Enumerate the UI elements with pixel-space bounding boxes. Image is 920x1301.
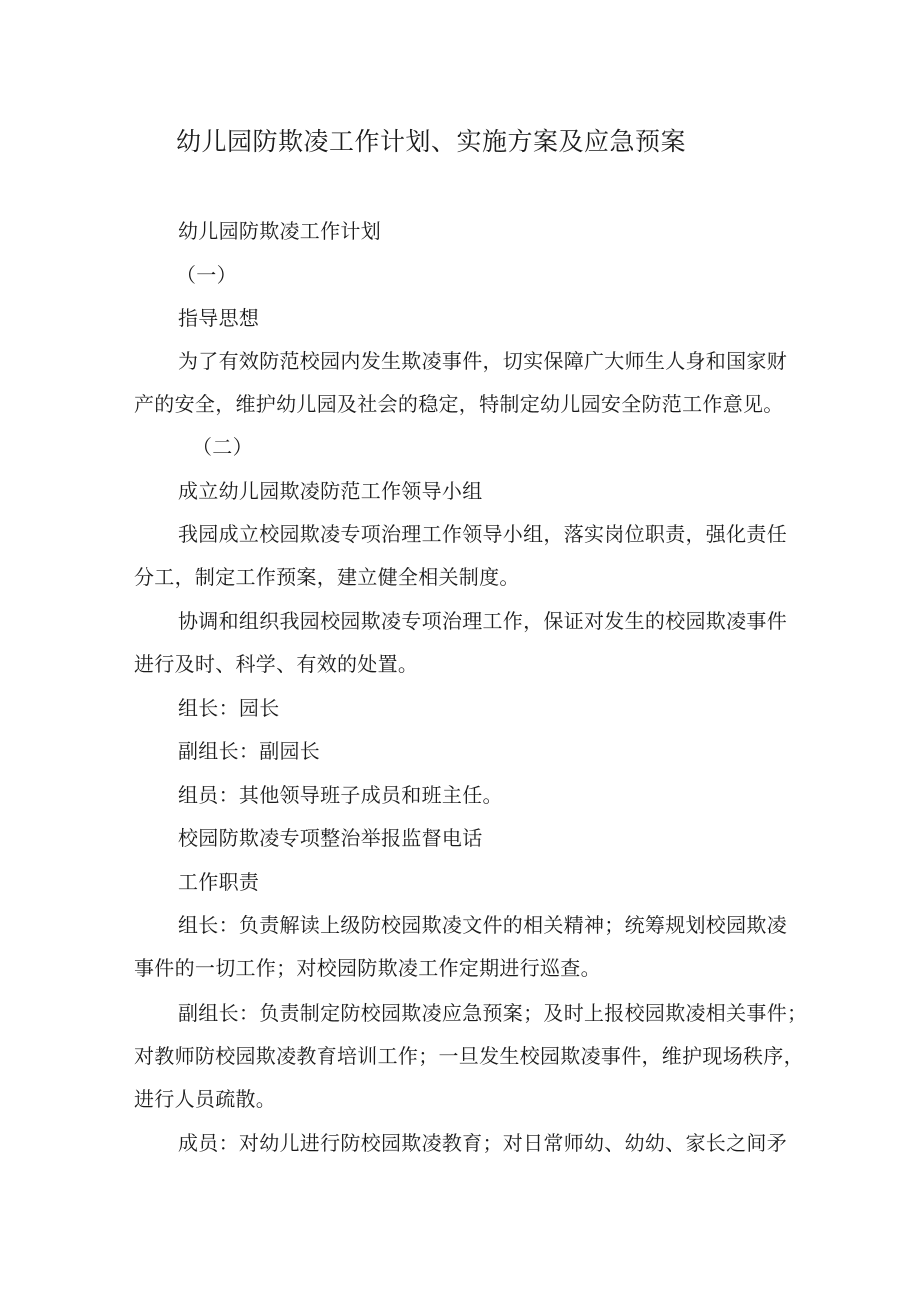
paragraph-line: 校园防欺凌专项整治举报监督电话 <box>178 826 483 850</box>
document-title: 幼儿园防欺凌工作计划、实施方案及应急预案 <box>176 127 687 156</box>
paragraph-line: 分工，制定工作预案，建立健全相关制度。 <box>134 565 520 589</box>
paragraph-line: 对教师防校园欺凌教育培训工作；一旦发生校园欺凌事件，维护现场秩序， <box>134 1044 804 1068</box>
paragraph-line: 成员：对幼儿进行防校园欺凌教育；对日常师幼、幼幼、家长之间矛 <box>178 1131 787 1155</box>
subsection-heading: 工作职责 <box>178 870 260 894</box>
paragraph-line: 进行人员疏散。 <box>134 1087 277 1111</box>
subsection-heading: 成立幼儿园欺凌防范工作领导小组 <box>178 479 483 503</box>
paragraph-line: 进行及时、科学、有效的处置。 <box>134 652 419 676</box>
section-number: （一） <box>176 263 237 287</box>
paragraph-line: 副组长：副园长 <box>178 739 321 763</box>
section-heading: 幼儿园防欺凌工作计划 <box>178 219 381 243</box>
paragraph-line: 协调和组织我园校园欺凌专项治理工作，保证对发生的校园欺凌事件 <box>178 609 787 633</box>
paragraph-line: 副组长：负责制定防校园欺凌应急预案；及时上报校园欺凌相关事件； <box>178 1001 808 1025</box>
paragraph-line: 我园成立校园欺凌专项治理工作领导小组，落实岗位职责，强化责任 <box>178 522 787 546</box>
paragraph-line: 组员：其他领导班子成员和班主任。 <box>178 783 503 807</box>
paragraph-line: 为了有效防范校园内发生欺凌事件，切实保障广大师生人身和国家财 <box>178 349 787 373</box>
paragraph-line: 组长：负责解读上级防校园欺凌文件的相关精神；统筹规划校园欺凌 <box>178 913 787 937</box>
subsection-heading: 指导思想 <box>178 306 260 330</box>
paragraph-line: 组长：园长 <box>178 696 280 720</box>
section-number: （二） <box>192 435 253 459</box>
paragraph-line: 产的安全，维护幼儿园及社会的稳定，特制定幼儿园安全防范工作意见。 <box>134 392 784 416</box>
paragraph-line: 事件的一切工作；对校园防欺凌工作定期进行巡查。 <box>134 956 601 980</box>
